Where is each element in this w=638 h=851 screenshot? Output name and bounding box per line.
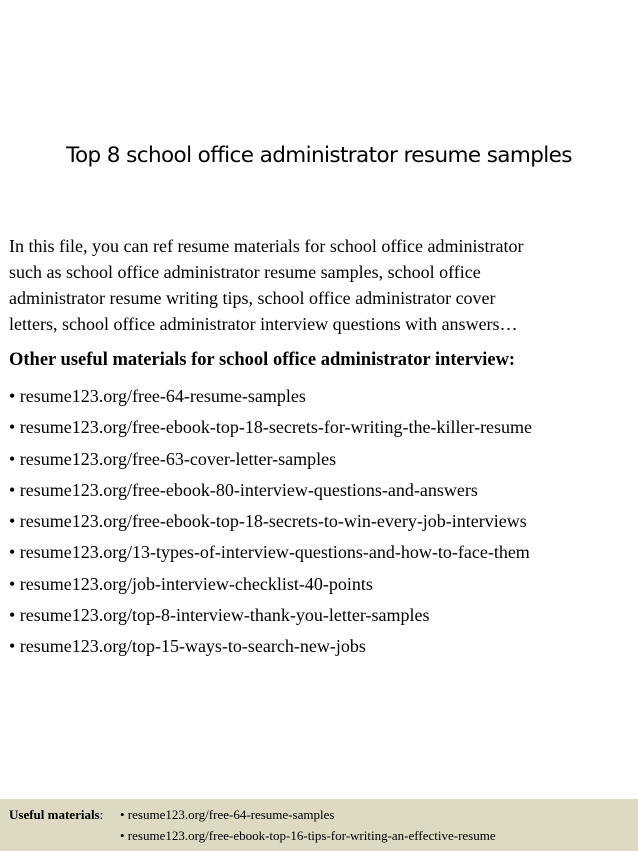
list-item[interactable]: • resume123.org/free-63-cover-letter-samples: [9, 448, 337, 469]
list-item[interactable]: • resume123.org/top-15-ways-to-search-new-jobs: [9, 636, 366, 657]
list-item[interactable]: • resume123.org/top-8-interview-thank-you-letter-samples: [9, 605, 430, 626]
list-item[interactable]: • resume123.org/free-64-resume-samples: [9, 386, 306, 406]
materials-list: [9, 381, 532, 663]
footer-label-colon: :: [99, 807, 104, 822]
footer-link-1[interactable]: • resume123.org/free-64-resume-samples: [120, 807, 335, 822]
list-item[interactable]: • resume123.org/free-ebook-top-18-secrets-to-win-every-job-interviews: [9, 511, 527, 532]
intro-paragraph: In this file, you can ref resume materials for school office administrator such as school office administrator resume samples, school office administrator resume writing tips, school office administrator cover letters, school office administrator interview questions with answers…: [9, 236, 524, 334]
list-item[interactable]: • resume123.org/free-ebook-80-interview-questions-and-answers: [9, 479, 478, 500]
list-item[interactable]: • resume123.org/13-types-of-interview-questions-and-how-to-face-them: [9, 542, 530, 563]
footer-link-2[interactable]: • resume123.org/free-ebook-top-16-tips-for-writing-an-effective-resume: [120, 828, 496, 843]
list-item[interactable]: • resume123.org/job-interview-checklist-40-points: [9, 573, 373, 594]
section-heading: Other useful materials for school office administrator interview:: [9, 350, 516, 370]
page-title: Top 8 school office administrator resume samples: [66, 143, 572, 168]
footer-bar: [0, 799, 638, 851]
footer-label: Useful materials:: [9, 807, 104, 822]
list-item[interactable]: • resume123.org/free-ebook-top-18-secrets-for-writing-the-killer-resume: [9, 417, 533, 438]
